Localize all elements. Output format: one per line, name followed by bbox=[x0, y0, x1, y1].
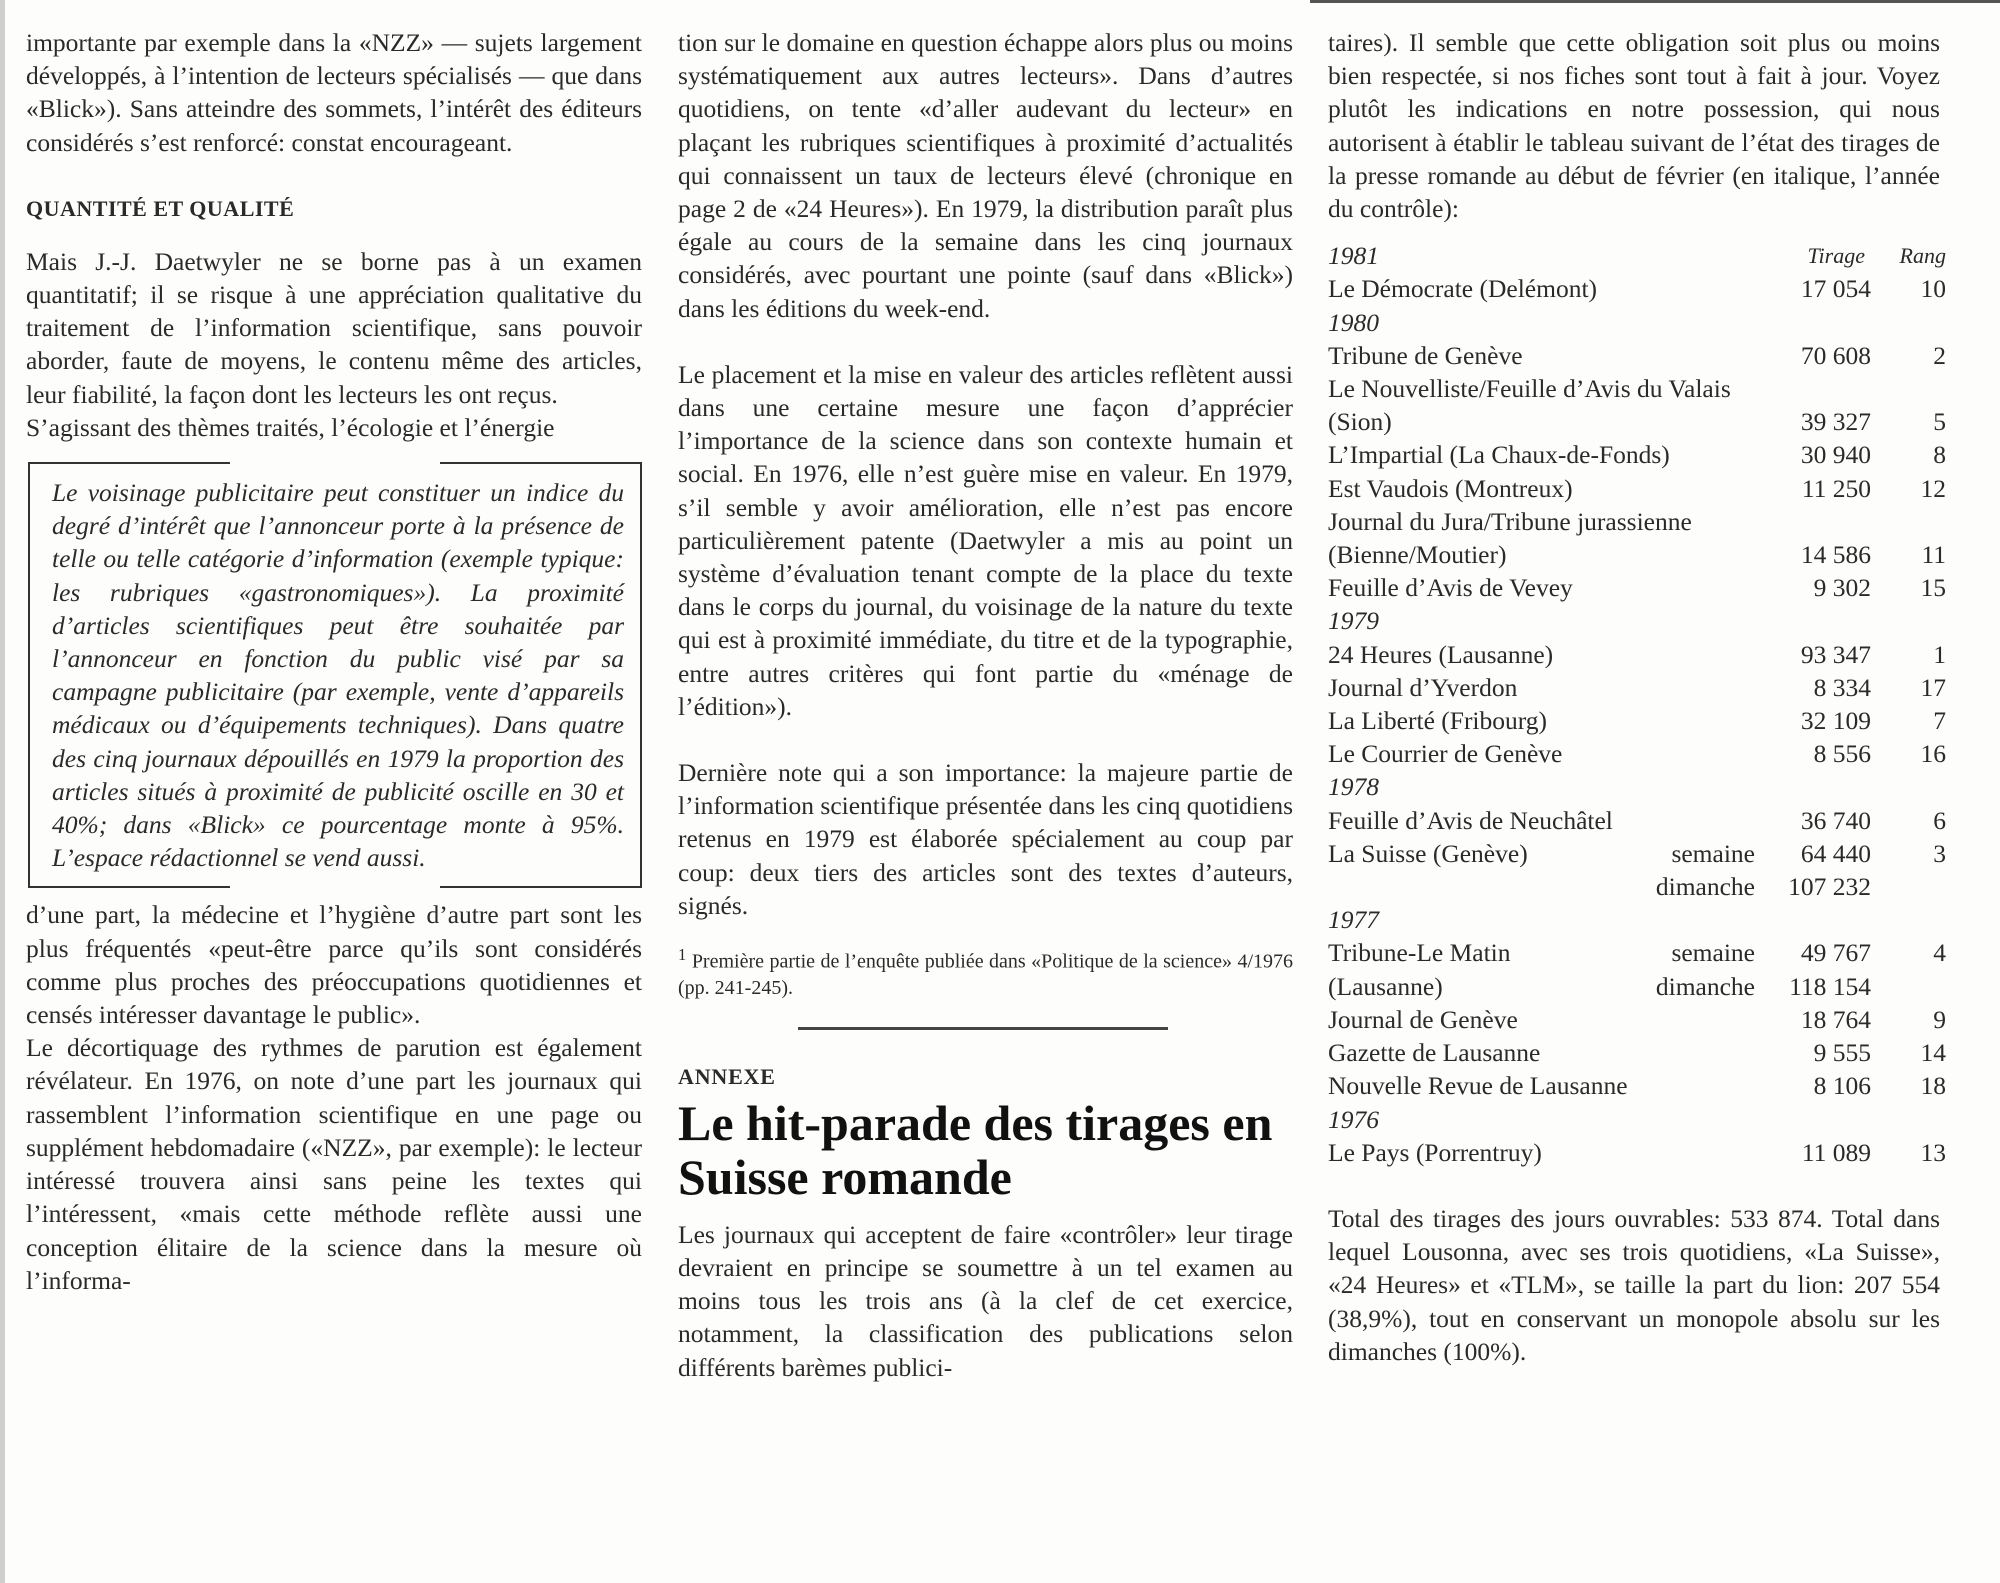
circulation-table bbox=[1328, 239, 1946, 1169]
tirage-value: 93 347 bbox=[1800, 639, 1871, 669]
edition-cell bbox=[1635, 604, 1755, 637]
newspaper-name: Le Nouvelliste/Feuille d’Avis du Valais (Sion) bbox=[1328, 374, 1731, 437]
table-row bbox=[1328, 704, 1946, 737]
box-border-gap bbox=[230, 461, 440, 465]
paragraph: Mais J.-J. Daetwyler ne se borne pas à un examen quantitatif; il se risque à une appréciation qualitative du traitement de l’information scientifique, sans pouvoir aborder, faute de moyens, le contenu même des articles, leur fiabilité, la façon dont les lecteurs les ont reçus. bbox=[26, 246, 642, 409]
rang-value: 15 bbox=[1920, 573, 1946, 603]
tirage-value: 70 608 bbox=[1800, 340, 1871, 370]
table-row bbox=[1328, 505, 1946, 571]
newspaper-name: Journal de Genève bbox=[1328, 1004, 1518, 1034]
annexe-label: ANNEXE bbox=[678, 1063, 776, 1089]
table-row bbox=[1328, 272, 1946, 305]
rang-cell bbox=[1871, 1103, 1946, 1136]
rang-cell bbox=[1871, 770, 1946, 803]
newspaper-name bbox=[1328, 870, 1635, 903]
year-row bbox=[1328, 1103, 1946, 1136]
rang-value: 7 bbox=[1933, 706, 1946, 736]
newspaper-name: La Liberté (Fribourg) bbox=[1328, 706, 1548, 736]
newspaper-name: Feuille d’Avis de Neuchâtel bbox=[1328, 805, 1613, 835]
table-row bbox=[1328, 1136, 1946, 1169]
table-row bbox=[1328, 1036, 1946, 1069]
table-row bbox=[1328, 671, 1946, 704]
newspaper-name: Nouvelle Revue de Lausanne bbox=[1328, 1071, 1628, 1101]
newspaper-name: (Lausanne) bbox=[1328, 971, 1443, 1001]
column-middle bbox=[678, 26, 1293, 1384]
year-label: 1978 bbox=[1328, 772, 1379, 802]
table-row bbox=[1328, 571, 1946, 604]
paragraph: d’une part, la médecine et l’hygiène d’autre part sont les plus fréquentés «peut-être parce qu’ils sont considérés comme plus proches des préoccupations quotidiennes et censés intéresser davantage le public». bbox=[26, 900, 642, 1030]
rang-value bbox=[1871, 970, 1946, 1003]
edition-cell bbox=[1635, 306, 1755, 339]
table-row bbox=[1328, 638, 1946, 671]
tirage-cell bbox=[1755, 604, 1871, 637]
table-row bbox=[1328, 372, 1946, 438]
rang-value: 17 bbox=[1920, 672, 1946, 702]
footnote bbox=[678, 942, 1293, 1001]
footnote-mark: 1 bbox=[678, 945, 687, 965]
paragraph: S’agissant des thèmes traités, l’écologie et l’énergie bbox=[26, 412, 555, 442]
newspaper-name: Le Pays (Porrentruy) bbox=[1328, 1137, 1542, 1167]
paragraph: Le décortiquage des rythmes de parution est également révélateur. En 1976, on note d’une part les journaux qui rassemblent l’information scientifique en une page ou supplément hebdomadaire («NZZ», par exemple): le lecteur intéressé trouvera ainsi sans peine les textes qui l’intéressent, «mais cette méthode reflète aussi une conception élitaire de la science dans la mesure où l’informa- bbox=[26, 1033, 642, 1295]
rang-value bbox=[1871, 870, 1946, 903]
tirage-value: 11 250 bbox=[1801, 473, 1871, 503]
year-row bbox=[1328, 770, 1946, 803]
column-left bbox=[26, 26, 642, 1297]
paragraph: tion sur le domaine en question échappe alors plus ou moins systématiquement aux autres lecteurs». Dans d’autres quotidiens, on tente «d’aller audevant du lecteur» en plaçant les rubriques scientifiques à proximité d’actualités qui connaissent un taux de lecteurs élevé (chronique en page 2 de «24 Heures»). En 1979, la distribution paraît plus égale au cours de la semaine dans les cinq journaux considérés, avec pourtant une pointe (sauf dans «Blick») dans les éditions du week-end. bbox=[678, 28, 1293, 323]
year-label: 1976 bbox=[1328, 1104, 1379, 1134]
rang-value: 13 bbox=[1920, 1137, 1946, 1167]
edition-cell bbox=[1635, 1103, 1755, 1136]
edition-cell bbox=[1635, 903, 1755, 936]
table-row bbox=[1328, 870, 1946, 903]
tirage-cell bbox=[1755, 770, 1871, 803]
paragraph: Les journaux qui acceptent de faire «contrôler» leur tirage devraient en principe se soumettre à un tel examen au moins tous les trois ans (à la clef de cet exercice, notamment, la classification des publications selon différents barèmes publici- bbox=[678, 1219, 1293, 1382]
rang-cell bbox=[1871, 903, 1946, 936]
table-row bbox=[1328, 804, 1946, 837]
edition-label: dimanche bbox=[1655, 872, 1755, 902]
tirage-value: 9 555 bbox=[1813, 1038, 1871, 1068]
footnote-text: Première partie de l’enquête publiée dans «Politique de la science» 4/1976 (pp. 241-245). bbox=[678, 950, 1294, 999]
rang-cell bbox=[1871, 604, 1946, 637]
newspaper-name: Gazette de Lausanne bbox=[1328, 1038, 1541, 1068]
table-row bbox=[1328, 1003, 1946, 1036]
rang-value: 14 bbox=[1920, 1038, 1946, 1068]
paragraph: Le placement et la mise en valeur des articles reflètent aussi dans une certaine mesure une façon d’apprécier l’importance de la science dans son contexte humain et social. En 1976, elle n’est guère mise en valeur. En 1979, s’il semble y avoir amélioration, elle n’est pas encore particulièrement patente (Daetwyler a mis au point un système d’évaluation tenant compte de la place du texte dans le corps du journal, du voisinage de la nature du texte qui est à proximité immédiate, du titre et de la typographie, entre autres critères qui font partie du «ménage de l’édition»). bbox=[678, 359, 1293, 721]
tirage-value: 9 302 bbox=[1813, 573, 1871, 603]
separator-rule bbox=[798, 1027, 1168, 1030]
year-row bbox=[1328, 903, 1946, 936]
table-row bbox=[1328, 837, 1946, 870]
edition-cell bbox=[1635, 239, 1755, 272]
tirage-value: 107 232 bbox=[1788, 872, 1871, 902]
boxed-quote-text: Le voisinage publicitaire peut constituer un indice du degré d’intérêt que l’annonceur porte à la présence de telle ou telle catégorie d’information (exemple typique: les rubriques «gastronomiques»). La proximité d’articles scientifiques peut être souhaitée par l’annonceur en fonction du public visé par sa campagne publicitaire (par exemple, vente d’appareils médicaux ou d’équipements techniques). Dans quatre des cinq journaux dépouillés en 1979 la proportion des articles situés à proximité de publicité oscille en 30 et 40%; dans «Blick» ce pourcentage monte à 95%. L’espace rédactionnel se vend aussi. bbox=[52, 478, 624, 873]
tirage-value: 49 767 bbox=[1800, 938, 1871, 968]
tirage-value: 36 740 bbox=[1800, 805, 1871, 835]
newspaper-name: L’Impartial (La Chaux-de-Fonds) bbox=[1328, 440, 1670, 470]
article-title: Le hit-parade des tirages en Suisse romande bbox=[678, 1094, 1273, 1205]
tirage-value: 11 089 bbox=[1801, 1137, 1871, 1167]
tirage-value: 30 940 bbox=[1800, 440, 1871, 470]
year-label: 1979 bbox=[1328, 606, 1379, 636]
section-heading: QUANTITÉ ET QUALITÉ bbox=[26, 195, 295, 221]
rang-value: 10 bbox=[1920, 274, 1946, 304]
newspaper-name: Journal du Jura/Tribune jurassienne (Bienne/Moutier) bbox=[1328, 506, 1692, 570]
table-row bbox=[1328, 936, 1946, 969]
table-row bbox=[1328, 1069, 1946, 1102]
tirage-cell bbox=[1755, 1103, 1871, 1136]
tirage-value: 8 106 bbox=[1813, 1071, 1871, 1101]
rang-value: 9 bbox=[1933, 1004, 1946, 1034]
paragraph: Dernière note qui a son importance: la majeure partie de l’information scientifique présentée dans les cinq quotidiens retenus en 1979 est élaborée spécialement au coup par coup: deux tiers des articles sont des textes d’auteurs, signés. bbox=[678, 758, 1293, 920]
rang-value: 8 bbox=[1933, 440, 1946, 470]
tirage-value: 17 054 bbox=[1800, 274, 1871, 304]
edition-label: dimanche bbox=[1655, 971, 1755, 1001]
top-border bbox=[1310, 0, 2000, 3]
edition-label: semaine bbox=[1671, 838, 1755, 868]
table-row bbox=[1328, 339, 1946, 372]
rang-value: 12 bbox=[1920, 473, 1946, 503]
tirage-value: 64 440 bbox=[1800, 838, 1871, 868]
newspaper-name: Le Courrier de Genève bbox=[1328, 739, 1563, 769]
page-edge bbox=[0, 0, 5, 1583]
rang-value: 5 bbox=[1933, 407, 1946, 437]
rang-value: 4 bbox=[1933, 938, 1946, 968]
header-tirage: Tirage bbox=[1807, 243, 1865, 269]
year-label: 1977 bbox=[1328, 905, 1379, 935]
newspaper-name: Feuille d’Avis de Vevey bbox=[1328, 573, 1573, 603]
newspaper-name: La Suisse (Genève) bbox=[1328, 838, 1528, 868]
year-row bbox=[1328, 239, 1946, 272]
header-rang: Rang bbox=[1899, 243, 1946, 269]
boxed-quote bbox=[28, 462, 642, 888]
edition-cell bbox=[1635, 770, 1755, 803]
newspaper-name: 24 Heures (Lausanne) bbox=[1328, 639, 1554, 669]
tirage-value: 118 154 bbox=[1789, 971, 1871, 1001]
rang-value: 3 bbox=[1933, 838, 1946, 868]
newspaper-name: Tribune de Genève bbox=[1328, 340, 1523, 370]
newspaper-name: Tribune-Le Matin bbox=[1328, 938, 1511, 968]
paragraph-total: Total des tirages des jours ouvrables: 533 874. Total dans lequel Lousonna, avec ses trois quotidiens, «La Suisse», «24 Heures» et «TLM», se taille la part du lion: 207 554 (38,9%), tout en conservant un monopole absolu sur les dimanches (100%). bbox=[1328, 1203, 1940, 1366]
tirage-value: 32 109 bbox=[1800, 706, 1871, 736]
tirage-value: 18 764 bbox=[1800, 1004, 1871, 1034]
box-border-gap bbox=[230, 885, 440, 889]
column-right bbox=[1328, 26, 1946, 1368]
table-row bbox=[1328, 970, 1946, 1003]
newspaper-name: Journal d’Yverdon bbox=[1328, 672, 1518, 702]
paragraph: taires). Il semble que cette obligation soit plus ou moins bien respectée, si nos fiches sont tout à fait à jour. Voyez plutôt les indications en notre possession, qui nous autorisent à établir le tableau suivant de l’état des tirages de la presse romande au début de février (en italique, l’année du contrôle): bbox=[1328, 28, 1940, 224]
tirage-cell bbox=[1755, 306, 1871, 339]
tirage-cell bbox=[1755, 903, 1871, 936]
tirage-value: 39 327 bbox=[1800, 407, 1871, 437]
rang-value: 11 bbox=[1921, 540, 1946, 570]
year-label: 1980 bbox=[1328, 307, 1379, 337]
year-label: 1981 bbox=[1328, 241, 1379, 271]
tirage-value: 14 586 bbox=[1800, 540, 1871, 570]
newspaper-name: Est Vaudois (Montreux) bbox=[1328, 473, 1573, 503]
rang-value: 18 bbox=[1920, 1071, 1946, 1101]
rang-value: 16 bbox=[1920, 739, 1946, 769]
tirage-value: 8 556 bbox=[1813, 739, 1871, 769]
year-row bbox=[1328, 604, 1946, 637]
tirage-value: 8 334 bbox=[1813, 672, 1871, 702]
rang-value: 6 bbox=[1933, 805, 1946, 835]
table-row bbox=[1328, 737, 1946, 770]
table-row bbox=[1328, 438, 1946, 471]
rang-value: 1 bbox=[1933, 639, 1946, 669]
year-row bbox=[1328, 306, 1946, 339]
rang-cell bbox=[1871, 306, 1946, 339]
edition-label: semaine bbox=[1671, 938, 1755, 968]
newspaper-name: Le Démocrate (Delémont) bbox=[1328, 274, 1598, 304]
rang-value: 2 bbox=[1933, 340, 1946, 370]
paragraph-intro: importante par exemple dans la «NZZ» — sujets largement développés, à l’intention de lecteurs spécialisés — que dans «Blick»). Sans atteindre des sommets, l’intérêt des éditeurs considérés s’est renforcé: constat encourageant. bbox=[26, 28, 642, 157]
table-row bbox=[1328, 472, 1946, 505]
